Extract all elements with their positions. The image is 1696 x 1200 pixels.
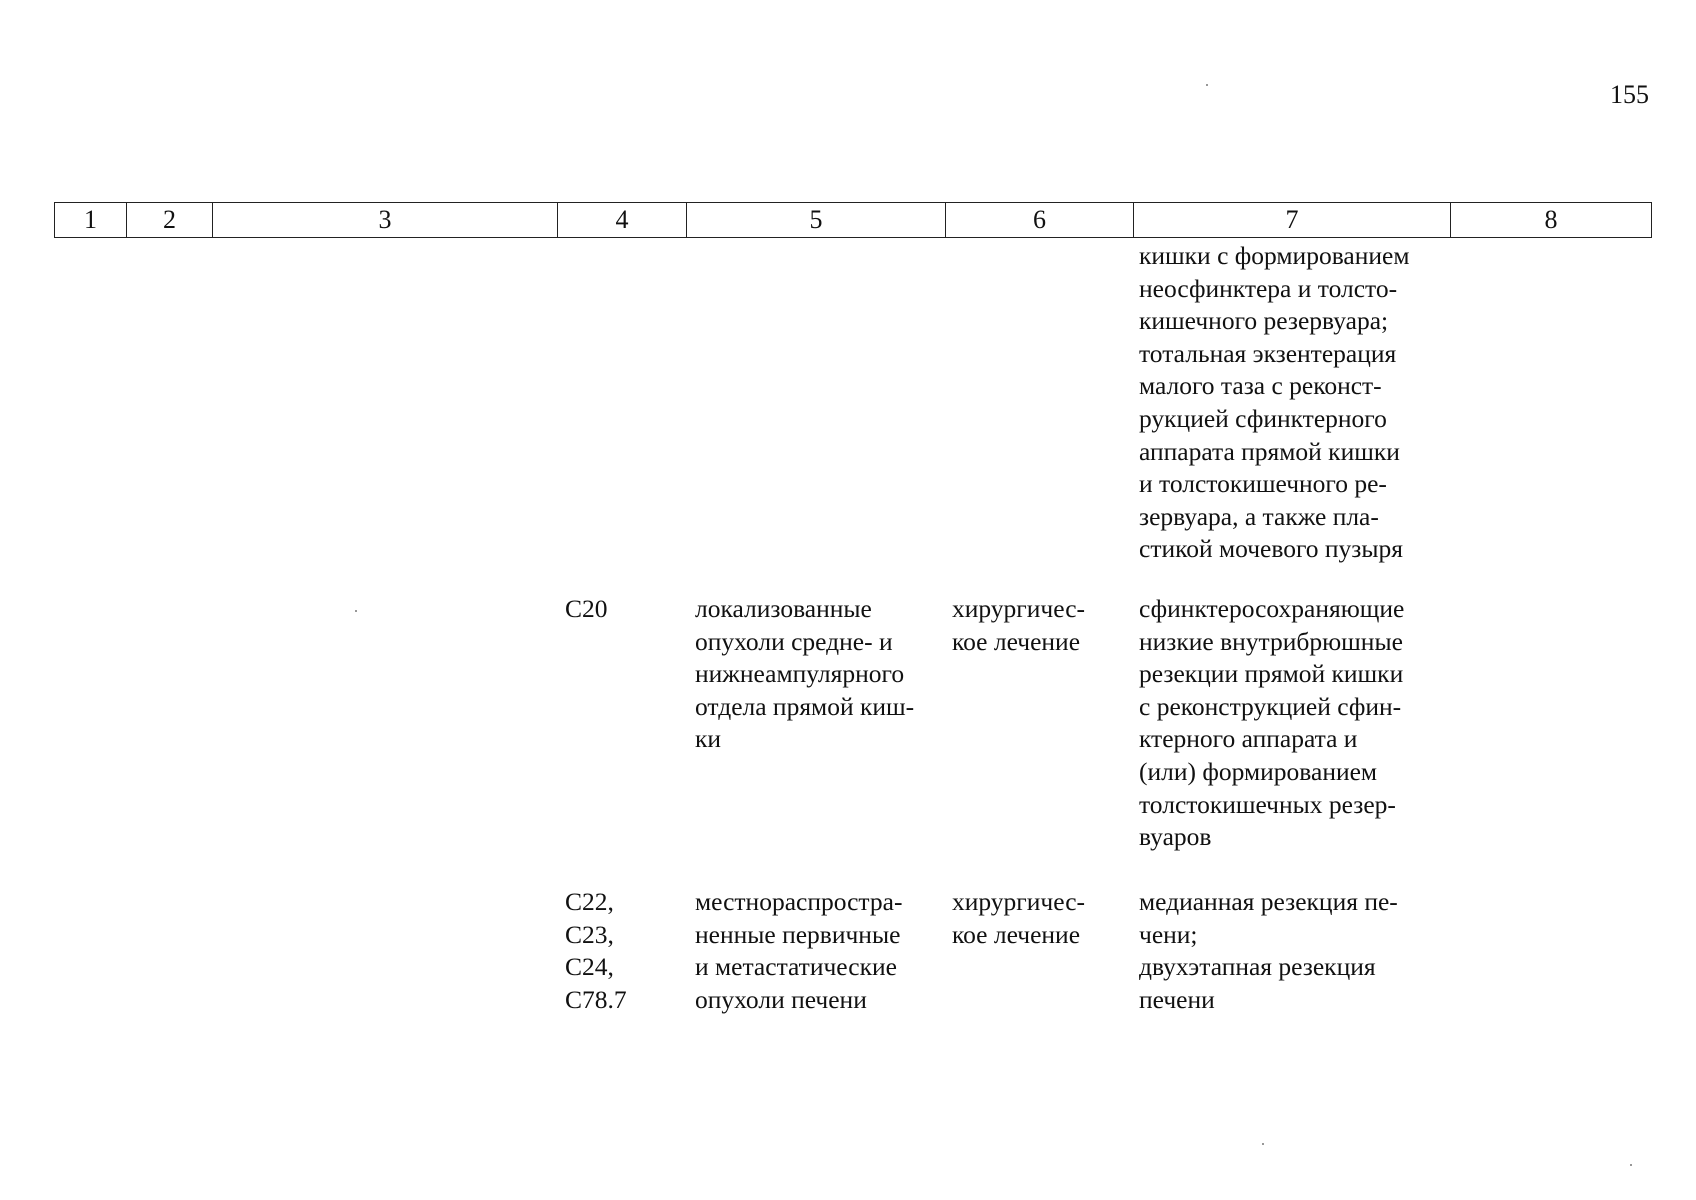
method-line: сфинктеросохраняющие (1139, 594, 1405, 623)
icd-code: C24, (565, 952, 614, 982)
column-number-header (54, 202, 1652, 238)
row1-method (1139, 240, 1444, 566)
method-line: неосфинктера и толсто- (1139, 273, 1398, 303)
method-line: зервуара, а также пла- (1139, 501, 1379, 531)
header-row (55, 203, 1652, 238)
header-col-4: 4 (558, 203, 687, 238)
method-line: (или) формированием (1139, 756, 1378, 786)
row3-method (1139, 886, 1444, 1016)
diagnosis-line: отдела прямой киш- (695, 691, 915, 721)
method-line: стикой мочевого пузыря (1139, 534, 1403, 564)
diagnosis-line: опухоли средне- и (695, 626, 893, 656)
header-col-8: 8 (1451, 203, 1652, 238)
header-col-7: 7 (1134, 203, 1451, 238)
treatment-type: хирургичес-кое лечение (952, 887, 1086, 949)
diagnosis-line: локализованные (695, 594, 872, 623)
header-col-1: 1 (55, 203, 127, 238)
icd-code: C22, (565, 887, 614, 916)
method-line: низкие внутрибрюшные (1139, 626, 1403, 656)
method-line: тотальная экзентерация (1139, 338, 1397, 368)
method-line: толстокишечных резер- (1139, 789, 1396, 819)
icd-code: C78.7 (565, 984, 627, 1014)
page-number: 155 (1610, 80, 1649, 109)
header-col-3: 3 (213, 203, 558, 238)
row2-method (1139, 593, 1444, 854)
method-line: резекции прямой кишки (1139, 659, 1404, 689)
icd-code: C20 (565, 594, 608, 623)
row3-code (565, 886, 685, 1016)
method-line: кишки с формированием (1139, 241, 1410, 270)
method-line: двухэтапная резекция (1139, 952, 1376, 982)
row3-treatment (952, 886, 1102, 951)
row2-code (565, 593, 685, 626)
method-line: печени (1139, 984, 1215, 1014)
scan-speck (1206, 84, 1208, 86)
header-col-6: 6 (946, 203, 1134, 238)
row3-diagnosis (695, 886, 940, 1016)
diagnosis-line: и метастатические (695, 952, 897, 982)
method-line: и толстокишечного ре- (1139, 469, 1387, 499)
header-col-5: 5 (687, 203, 946, 238)
method-line: ктерного аппарата и (1139, 724, 1358, 754)
method-line: с реконструкцией сфин- (1139, 691, 1402, 721)
row2-treatment (952, 593, 1102, 658)
scan-speck (1262, 1143, 1264, 1145)
method-line: малого таза с реконст- (1139, 371, 1382, 401)
method-line: рукцией сфинктерного (1139, 403, 1387, 433)
diagnosis-line: местнораспростра- (695, 887, 903, 916)
method-line: кишечного резервуара; (1139, 306, 1389, 336)
scan-speck (1630, 1164, 1632, 1166)
diagnosis-line: ки (695, 724, 722, 754)
icd-code: C23, (565, 919, 614, 949)
diagnosis-line: опухоли печени (695, 984, 867, 1014)
method-line: чени; (1139, 919, 1198, 949)
diagnosis-line: нижнеампулярного (695, 659, 905, 689)
method-line: аппарата прямой кишки (1139, 436, 1400, 466)
scan-speck (355, 610, 357, 612)
method-line: вуаров (1139, 822, 1212, 852)
header-col-2: 2 (127, 203, 213, 238)
row2-diagnosis (695, 593, 940, 756)
method-line: медианная резекция пе- (1139, 887, 1398, 916)
treatment-type: хирургичес-кое лечение (952, 594, 1086, 656)
diagnosis-line: ненные первичные (695, 919, 901, 949)
